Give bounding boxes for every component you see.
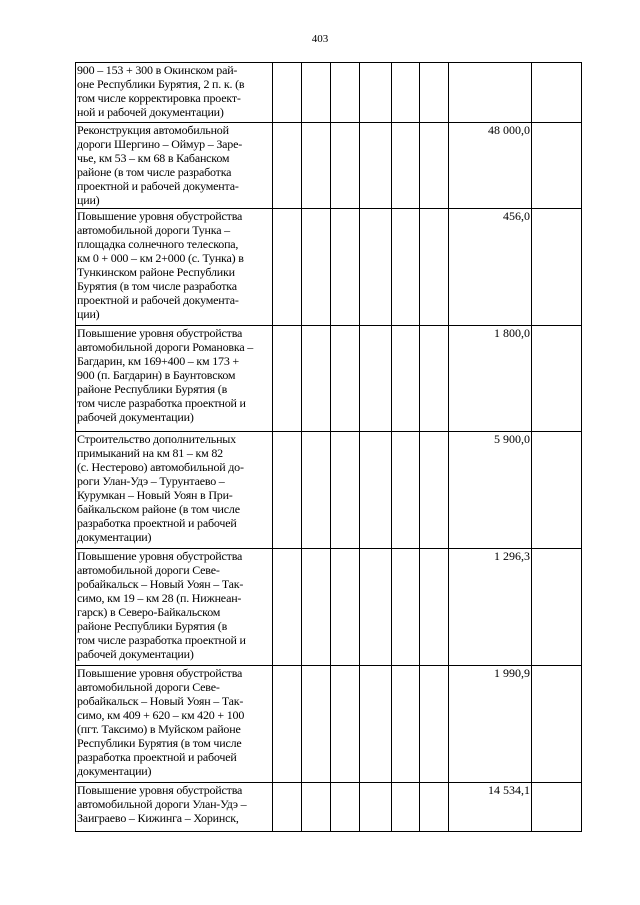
description-line: Строительство дополнительных [77,432,236,446]
description-line: дороги Шергино – Оймур – Заре- [77,137,242,151]
row-amount [449,63,532,123]
description-line: км 0 + 000 – км 2+000 (с. Тунка) в [77,251,244,265]
description-line: 900 (п. Багдарин) в Баунтовском [77,368,236,382]
description-line: автомобильной дороги Севе- [77,563,220,577]
empty-cell [273,783,302,832]
description-line: симо, км 409 + 620 – км 420 + 100 [77,708,245,722]
table-row [76,63,582,123]
empty-cell [302,432,331,549]
description-line: примыканий на км 81 – км 82 [77,446,223,460]
empty-cell [532,783,582,832]
description-line: Реконструкция автомобильной [77,123,229,137]
row-amount: 14 534,1 [449,783,532,832]
description-line: Заиграево – Кижинга – Хоринск, [77,811,239,825]
description-line: Повышение уровня обустройства [77,209,243,223]
row-description [76,549,273,666]
empty-cell [392,783,420,832]
description-line: оне Республики Бурятия, 2 п. к. (в [77,77,245,91]
empty-cell [392,432,420,549]
row-description [76,123,273,209]
empty-cell [420,326,449,432]
description-line: Повышение уровня обустройства [77,326,243,340]
table-row [76,549,582,666]
empty-cell [420,549,449,666]
description-line: документации) [77,530,152,544]
empty-cell [302,783,331,832]
empty-cell [331,432,360,549]
empty-cell [420,209,449,326]
row-description [76,432,273,549]
empty-cell [273,209,302,326]
empty-cell [532,549,582,666]
empty-cell [392,666,420,783]
empty-cell [302,326,331,432]
empty-cell [392,123,420,209]
description-line: Курумкан – Новый Уоян в При- [77,488,233,502]
empty-cell [532,432,582,549]
table-row [76,666,582,783]
description-line: роги Улан-Удэ – Турунтаево – [77,474,225,488]
empty-cell [273,123,302,209]
row-description [76,783,273,832]
empty-cell [331,209,360,326]
table-row [76,326,582,432]
description-line: площадка солнечного телескопа, [77,237,239,251]
description-line: автомобильной дороги Романовка – [77,340,254,354]
empty-cell [360,63,392,123]
page-number: 403 [311,33,329,45]
row-amount: 48 000,0 [449,123,532,209]
empty-cell [532,666,582,783]
description-line: Тункинском районе Республики [77,265,235,279]
empty-cell [392,63,420,123]
description-line: проектной и рабочей документа- [77,179,239,193]
row-amount: 456,0 [449,209,532,326]
description-line: разработка проектной и рабочей [77,750,237,764]
description-line: районе Республики Бурятия (в [77,619,228,633]
row-amount: 5 900,0 [449,432,532,549]
description-line: том числе корректировка проект- [77,91,241,105]
description-line: автомобильной дороги Севе- [77,680,220,694]
empty-cell [302,209,331,326]
empty-cell [302,666,331,783]
row-amount: 1 990,9 [449,666,532,783]
table-row [76,209,582,326]
table-body [76,63,582,832]
description-line: робайкальск – Новый Уоян – Так- [77,577,244,591]
empty-cell [532,326,582,432]
empty-cell [532,123,582,209]
description-line: ции) [77,193,100,207]
empty-cell [360,666,392,783]
description-line: симо, км 19 – км 28 (п. Нижнеан- [77,591,242,605]
description-line: 900 – 153 + 300 в Окинском рай- [77,63,238,77]
empty-cell [360,326,392,432]
table-row [76,123,582,209]
description-line: проектной и рабочей документа- [77,293,239,307]
empty-cell [273,432,302,549]
empty-cell [273,326,302,432]
description-line: Повышение уровня обустройства [77,549,243,563]
empty-cell [360,123,392,209]
empty-cell [532,209,582,326]
description-line: районе Республики Бурятия (в [77,382,228,396]
row-description [76,209,273,326]
empty-cell [331,63,360,123]
description-line: том числе разработка проектной и [77,396,246,410]
empty-cell [273,63,302,123]
empty-cell [420,666,449,783]
empty-cell [360,432,392,549]
empty-cell [392,549,420,666]
description-line: байкальском районе (в том числе [77,502,240,516]
description-line: рабочей документации) [77,410,194,424]
description-line: Багдарин, км 169+400 – км 173 + [77,354,239,368]
description-line: (с. Нестерово) автомобильной до- [77,460,244,474]
empty-cell [420,123,449,209]
empty-cell [331,549,360,666]
budget-table [75,62,582,832]
table-row [76,783,582,832]
description-line: районе (в том числе разработка [77,165,232,179]
empty-cell [420,63,449,123]
row-description [76,326,273,432]
description-line: ной и рабочей документации) [77,105,224,119]
row-amount: 1 296,3 [449,549,532,666]
empty-cell [392,209,420,326]
description-line: рабочей документации) [77,647,194,661]
row-description [76,63,273,123]
empty-cell [273,549,302,666]
row-amount: 1 800,0 [449,326,532,432]
description-line: Повышение уровня обустройства [77,783,243,797]
description-line: (пгт. Таксимо) в Муйском районе [77,722,241,736]
description-line: разработка проектной и рабочей [77,516,237,530]
description-line: Республики Бурятия (в том числе [77,736,242,750]
empty-cell [302,549,331,666]
empty-cell [360,549,392,666]
description-line: чье, км 53 – км 68 в Кабанском [77,151,230,165]
description-line: том числе разработка проектной и [77,633,246,647]
row-description [76,666,273,783]
empty-cell [331,326,360,432]
description-line: ции) [77,307,100,321]
empty-cell [331,783,360,832]
empty-cell [331,123,360,209]
empty-cell [302,63,331,123]
description-line: робайкальск – Новый Уоян – Так- [77,694,244,708]
empty-cell [360,209,392,326]
description-line: Повышение уровня обустройства [77,666,243,680]
description-line: гарск) в Северо-Байкальском [77,605,221,619]
empty-cell [302,123,331,209]
description-line: Бурятия (в том числе разработка [77,279,237,293]
description-line: автомобильной дороги Тунка – [77,223,230,237]
empty-cell [273,666,302,783]
empty-cell [331,666,360,783]
empty-cell [420,432,449,549]
description-line: автомобильной дороги Улан-Удэ – [77,797,247,811]
empty-cell [360,783,392,832]
empty-cell [420,783,449,832]
description-line: документации) [77,764,152,778]
table-row [76,432,582,549]
empty-cell [392,326,420,432]
empty-cell [532,63,582,123]
